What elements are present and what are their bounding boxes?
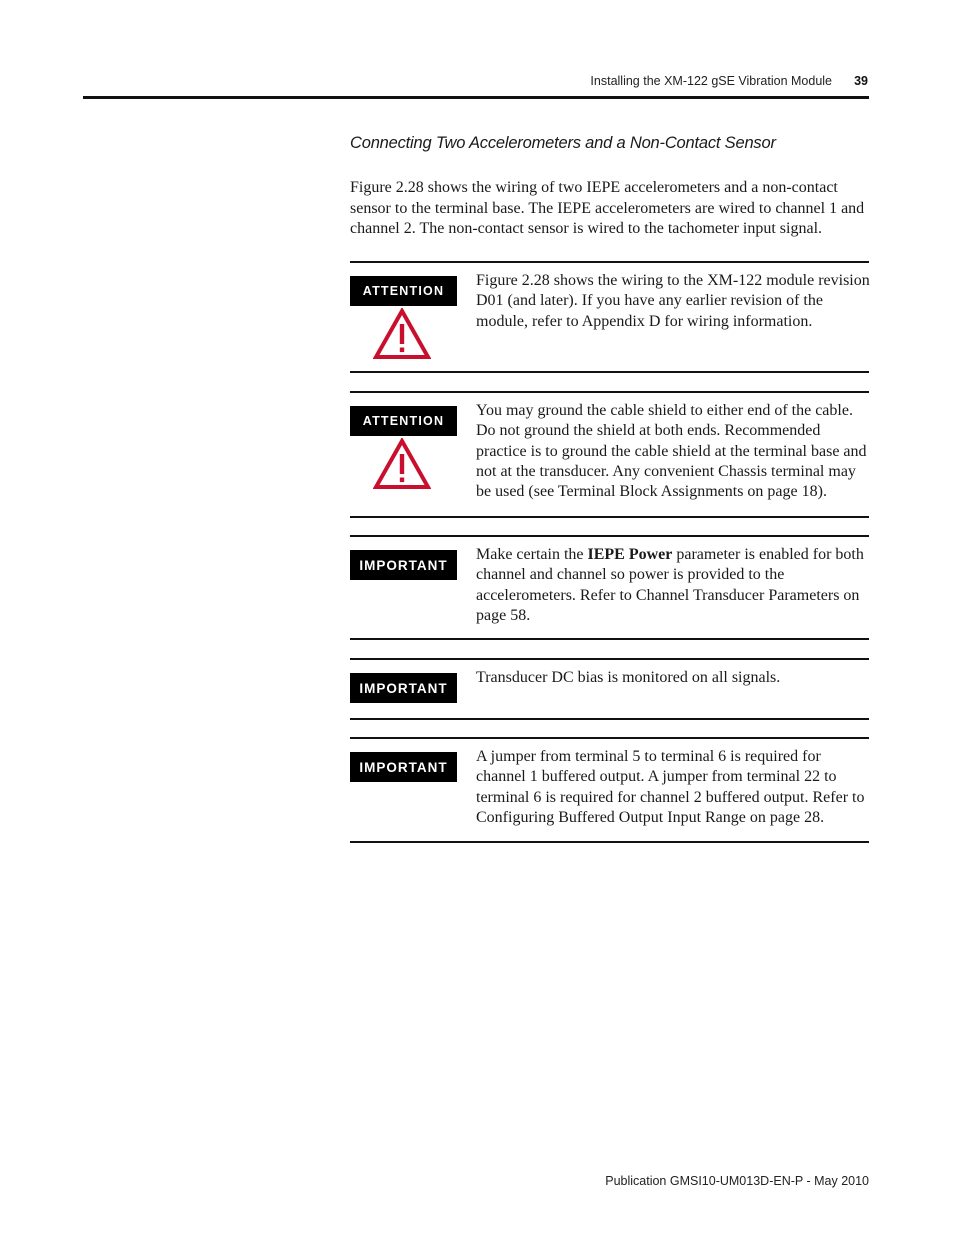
attention-badge: ATTENTION [350, 276, 457, 306]
notice-text: Figure 2.28 shows the wiring to the XM-122 module revision D01 (and later). If you have any earlier revision of the module, refer to Appendix D for wiring information. [476, 272, 870, 330]
important-notice-2 [350, 658, 869, 720]
notice-text: You may ground the cable shield to either end of the cable. Do not ground the shield at both ends. Recommended practice is to ground the cable shield at the terminal base and not at the transducer. Any convenient Chassis terminal may be used (see Terminal Block Assignments on page 18). [476, 402, 867, 501]
iepe-power-term: IEPE Power [587, 546, 673, 563]
header-rule [83, 96, 869, 99]
attention-badge: ATTENTION [350, 406, 457, 436]
important-notice-1 [350, 535, 869, 640]
important-badge: IMPORTANT [350, 673, 457, 703]
attention-notice-1 [350, 261, 869, 373]
notice-text [476, 545, 871, 626]
page-number: 39 [854, 74, 868, 88]
important-badge: IMPORTANT [350, 550, 457, 580]
notice-text: Transducer DC bias is monitored on all signals. [476, 669, 781, 686]
intro-paragraph: Figure 2.28 shows the wiring of two IEPE accelerometers and a non-contact sensor to the terminal base. The IEPE accelerometers are wired to channel 1 and channel 2. The non-contact sensor is wired to the tachometer input signal. [350, 179, 865, 238]
publication-footer: Publication GMSI10-UM013D-EN-P - May 2010 [605, 1174, 869, 1188]
notice-text-part: Make certain the [476, 546, 588, 563]
warning-triangle-icon [373, 308, 431, 360]
important-notice-3 [350, 737, 869, 843]
important-badge: IMPORTANT [350, 752, 457, 782]
notice-text-part: parameter is enabled for both channel and channel so power is provided to the accelerometers. Refer to Channel Transducer Parameters on page 58. [476, 546, 864, 624]
attention-notice-2 [350, 391, 869, 518]
warning-triangle-icon [373, 438, 431, 490]
section-title: Connecting Two Accelerometers and a Non-Contact Sensor [350, 134, 776, 152]
notice-text: A jumper from terminal 5 to terminal 6 is required for channel 1 buffered output. A jumper from terminal 22 to terminal 6 is required for channel 2 buffered output. Refer to Configuring Buffered Output Input Range on page 28. [476, 748, 865, 826]
running-header-title: Installing the XM-122 gSE Vibration Module [590, 74, 832, 88]
